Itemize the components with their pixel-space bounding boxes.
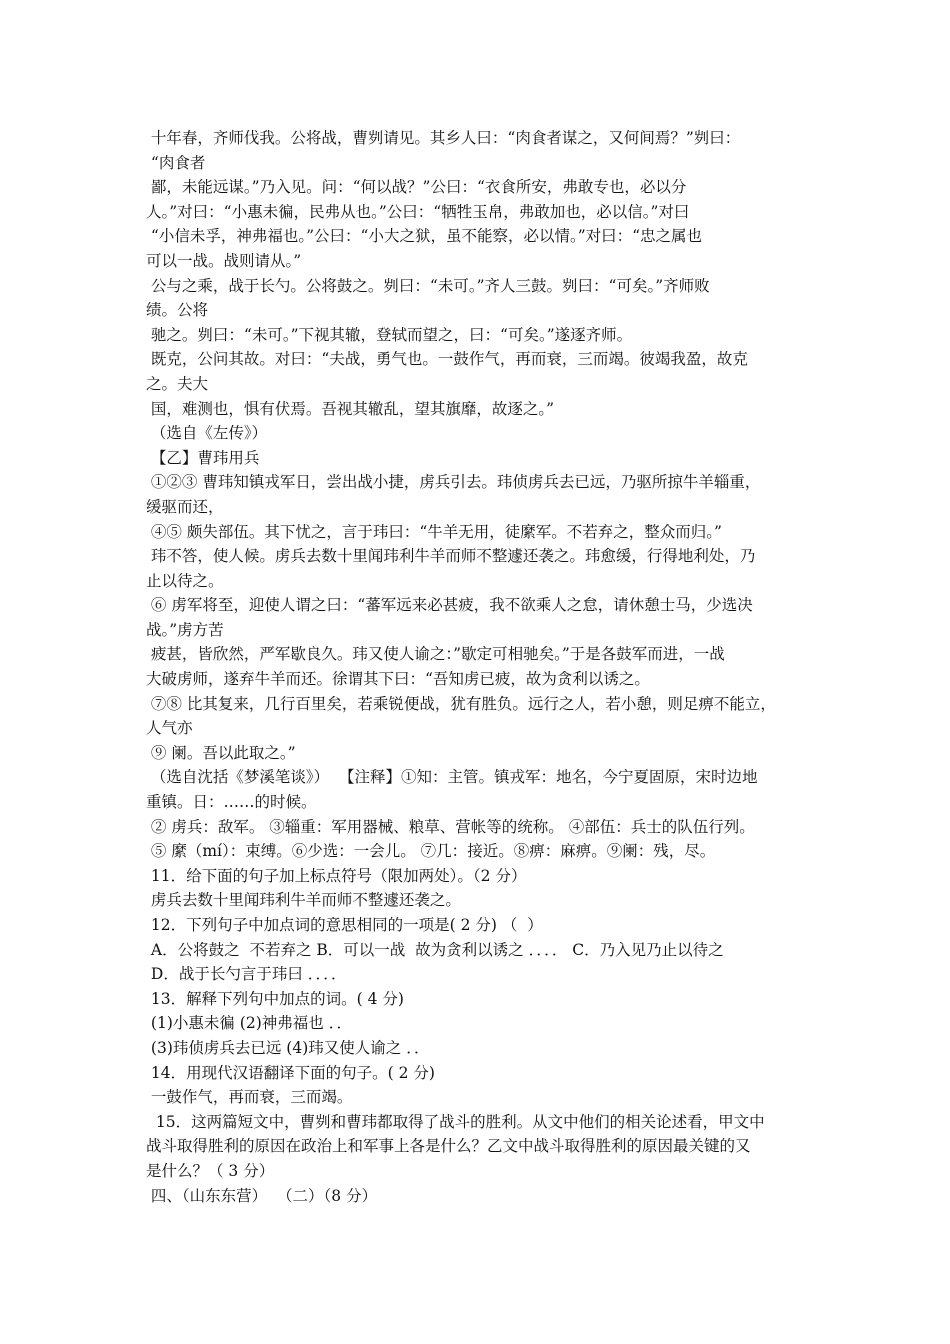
- text-line: 14．用现代汉语翻译下面的句子。( 2 分): [146, 1063, 435, 1082]
- text-line: 重镇。日：……的时候。: [146, 793, 317, 812]
- text-line: 鄙，未能远谋。”乃入见。问：“何以战？”公曰：“衣食所安，弗敢专也，必以分: [146, 178, 687, 197]
- text-line: 四、（山东东营） （二）（8 分）: [146, 1186, 378, 1205]
- text-line: 人。”对曰：“小惠未徧，民弗从也。”公曰：“牺牲玉帛，弗敢加也，必以信。”对曰: [146, 202, 690, 221]
- text-line: 11．给下面的句子加上标点符号（限加两处）。（2 分）: [146, 866, 527, 885]
- text-line: D．战于长勺言于玮曰 ．．．．: [146, 965, 347, 984]
- text-line: “肉食者: [146, 153, 206, 172]
- text-line: 战斗取得胜利的原因在政治上和军事上各是什么？乙文中战斗取得胜利的原因最关键的又: [146, 1137, 751, 1156]
- text-line: (3)玮侦虏兵去已远 (4)玮又使人谕之 ．．: [146, 1038, 430, 1057]
- text-line: （选自《左传》）: [146, 424, 268, 443]
- text-line: ② 虏兵：敌军。 ③辎重：军用器械、粮草、营帐等的统称。 ④部伍：兵士的队伍行列。: [146, 817, 755, 836]
- text-line: 国，难测也，惧有伏焉。吾视其辙乱，望其旗靡，故逐之。”: [146, 399, 555, 418]
- text-line: ④⑤ 颇失部伍。其下忧之，言于玮曰：“牛羊无用，徒縻军。不若弃之，整众而归。”: [146, 522, 722, 541]
- text-line: 十年春，齐师伐我。公将战，曹刿请见。其乡人曰：“肉食者谋之，又何间焉？”刿曰：: [146, 129, 741, 147]
- text-line: 虏兵去数十里闻玮利牛羊而师不整遽还袭之。: [146, 891, 461, 910]
- text-line: 止以待之。: [146, 571, 224, 590]
- text-line: 15．这两篇短文中，曹刿和曹玮都取得了战斗的胜利。从文中他们的相关论述看，甲文中: [146, 1112, 765, 1131]
- text-line: ⑦⑧ 比其复来，几行百里矣，若乘锐便战，犹有胜负。远行之人，若小憩，则足痹不能立，: [146, 694, 776, 713]
- text-line: 公与之乘，战于长勺。公将鼓之。刿曰：“未可。”齐人三鼓。刿曰：“可矣。”齐师败: [146, 276, 710, 295]
- document-body: [146, 126, 822, 1208]
- text-line: “小信未孚，神弗福也。”公曰：“小大之狱，虽不能察，必以情。”对曰：“忠之属也: [146, 227, 703, 246]
- text-line: 绩。公将: [146, 301, 209, 320]
- text-line: A．公将鼓之 不若弃之 B．可以一战 故为贪利以诱之 ．．．． C．乃入见乃止以待之: [146, 940, 724, 959]
- text-line: 一鼓作气，再而衰，三而竭。: [146, 1088, 353, 1107]
- text-line: 可以一战。战则请从。”: [146, 251, 302, 270]
- text-line: ⑤ 縻（mí）：束缚。⑥少选：一会儿。 ⑦几：接近。⑧痹：麻痹。⑨阑：残，尽。: [146, 842, 716, 861]
- text-line: 人气亦: [146, 719, 193, 738]
- text-line: 既克，公问其故。对曰：“夫战，勇气也。一鼓作气，再而衰，三而竭。彼竭我盈，故克: [146, 350, 748, 369]
- text-line: 疲甚，皆欣然，严军歇良久。玮又使人谕之：”歇定可相驰矣。”于是各鼓军而进，一战: [146, 645, 725, 664]
- text-line: 驰之。刿曰：“未可。”下视其辙，登轼而望之，曰：“可矣。”遂逐齐师。: [146, 325, 633, 344]
- text-line: ⑥ 虏军将至，迎使人谓之曰：“蕃军远来必甚疲，我不欲乘人之怠，请休憩士马，少选决: [146, 596, 753, 615]
- text-line: 战。”虏方苦: [146, 620, 224, 639]
- text-line: 【乙】曹玮用兵: [146, 448, 260, 467]
- text-line: 大破虏师，遂弃牛羊而还。徐谓其下曰：“吾知虏已疲，故为贪利以诱之。: [146, 670, 650, 689]
- text-line: 玮不答，使人候。虏兵去数十里闻玮利牛羊而师不整遽还袭之。玮愈缓，行得地利处，乃: [146, 547, 756, 566]
- text-line: 缓驱而还，: [146, 497, 224, 516]
- text-line: ⑨ 阑。吾以此取之。”: [146, 743, 296, 762]
- text-line: （选自沈括《梦溪笔谈》） 【注释】①知：主管。镇戎军：地名，今宁夏固原，宋时边地: [146, 768, 758, 787]
- text-line: 12．下列句子中加点词的意思相同的一项是( 2 分) （ ）: [146, 916, 543, 934]
- text-line: 13．解释下列句中加点的词。( 4 分): [146, 989, 404, 1008]
- text-line: ①②③ 曹玮知镇戎军日，尝出战小捷，虏兵引去。玮侦虏兵去已远，乃驱所掠牛羊辎重，: [146, 473, 761, 492]
- text-line: 之。夫大: [146, 374, 209, 393]
- text-line: (1)小惠未徧 (2)神弗福也 ．．: [146, 1014, 352, 1033]
- text-line: 是什么？（ 3 分）: [146, 1161, 275, 1180]
